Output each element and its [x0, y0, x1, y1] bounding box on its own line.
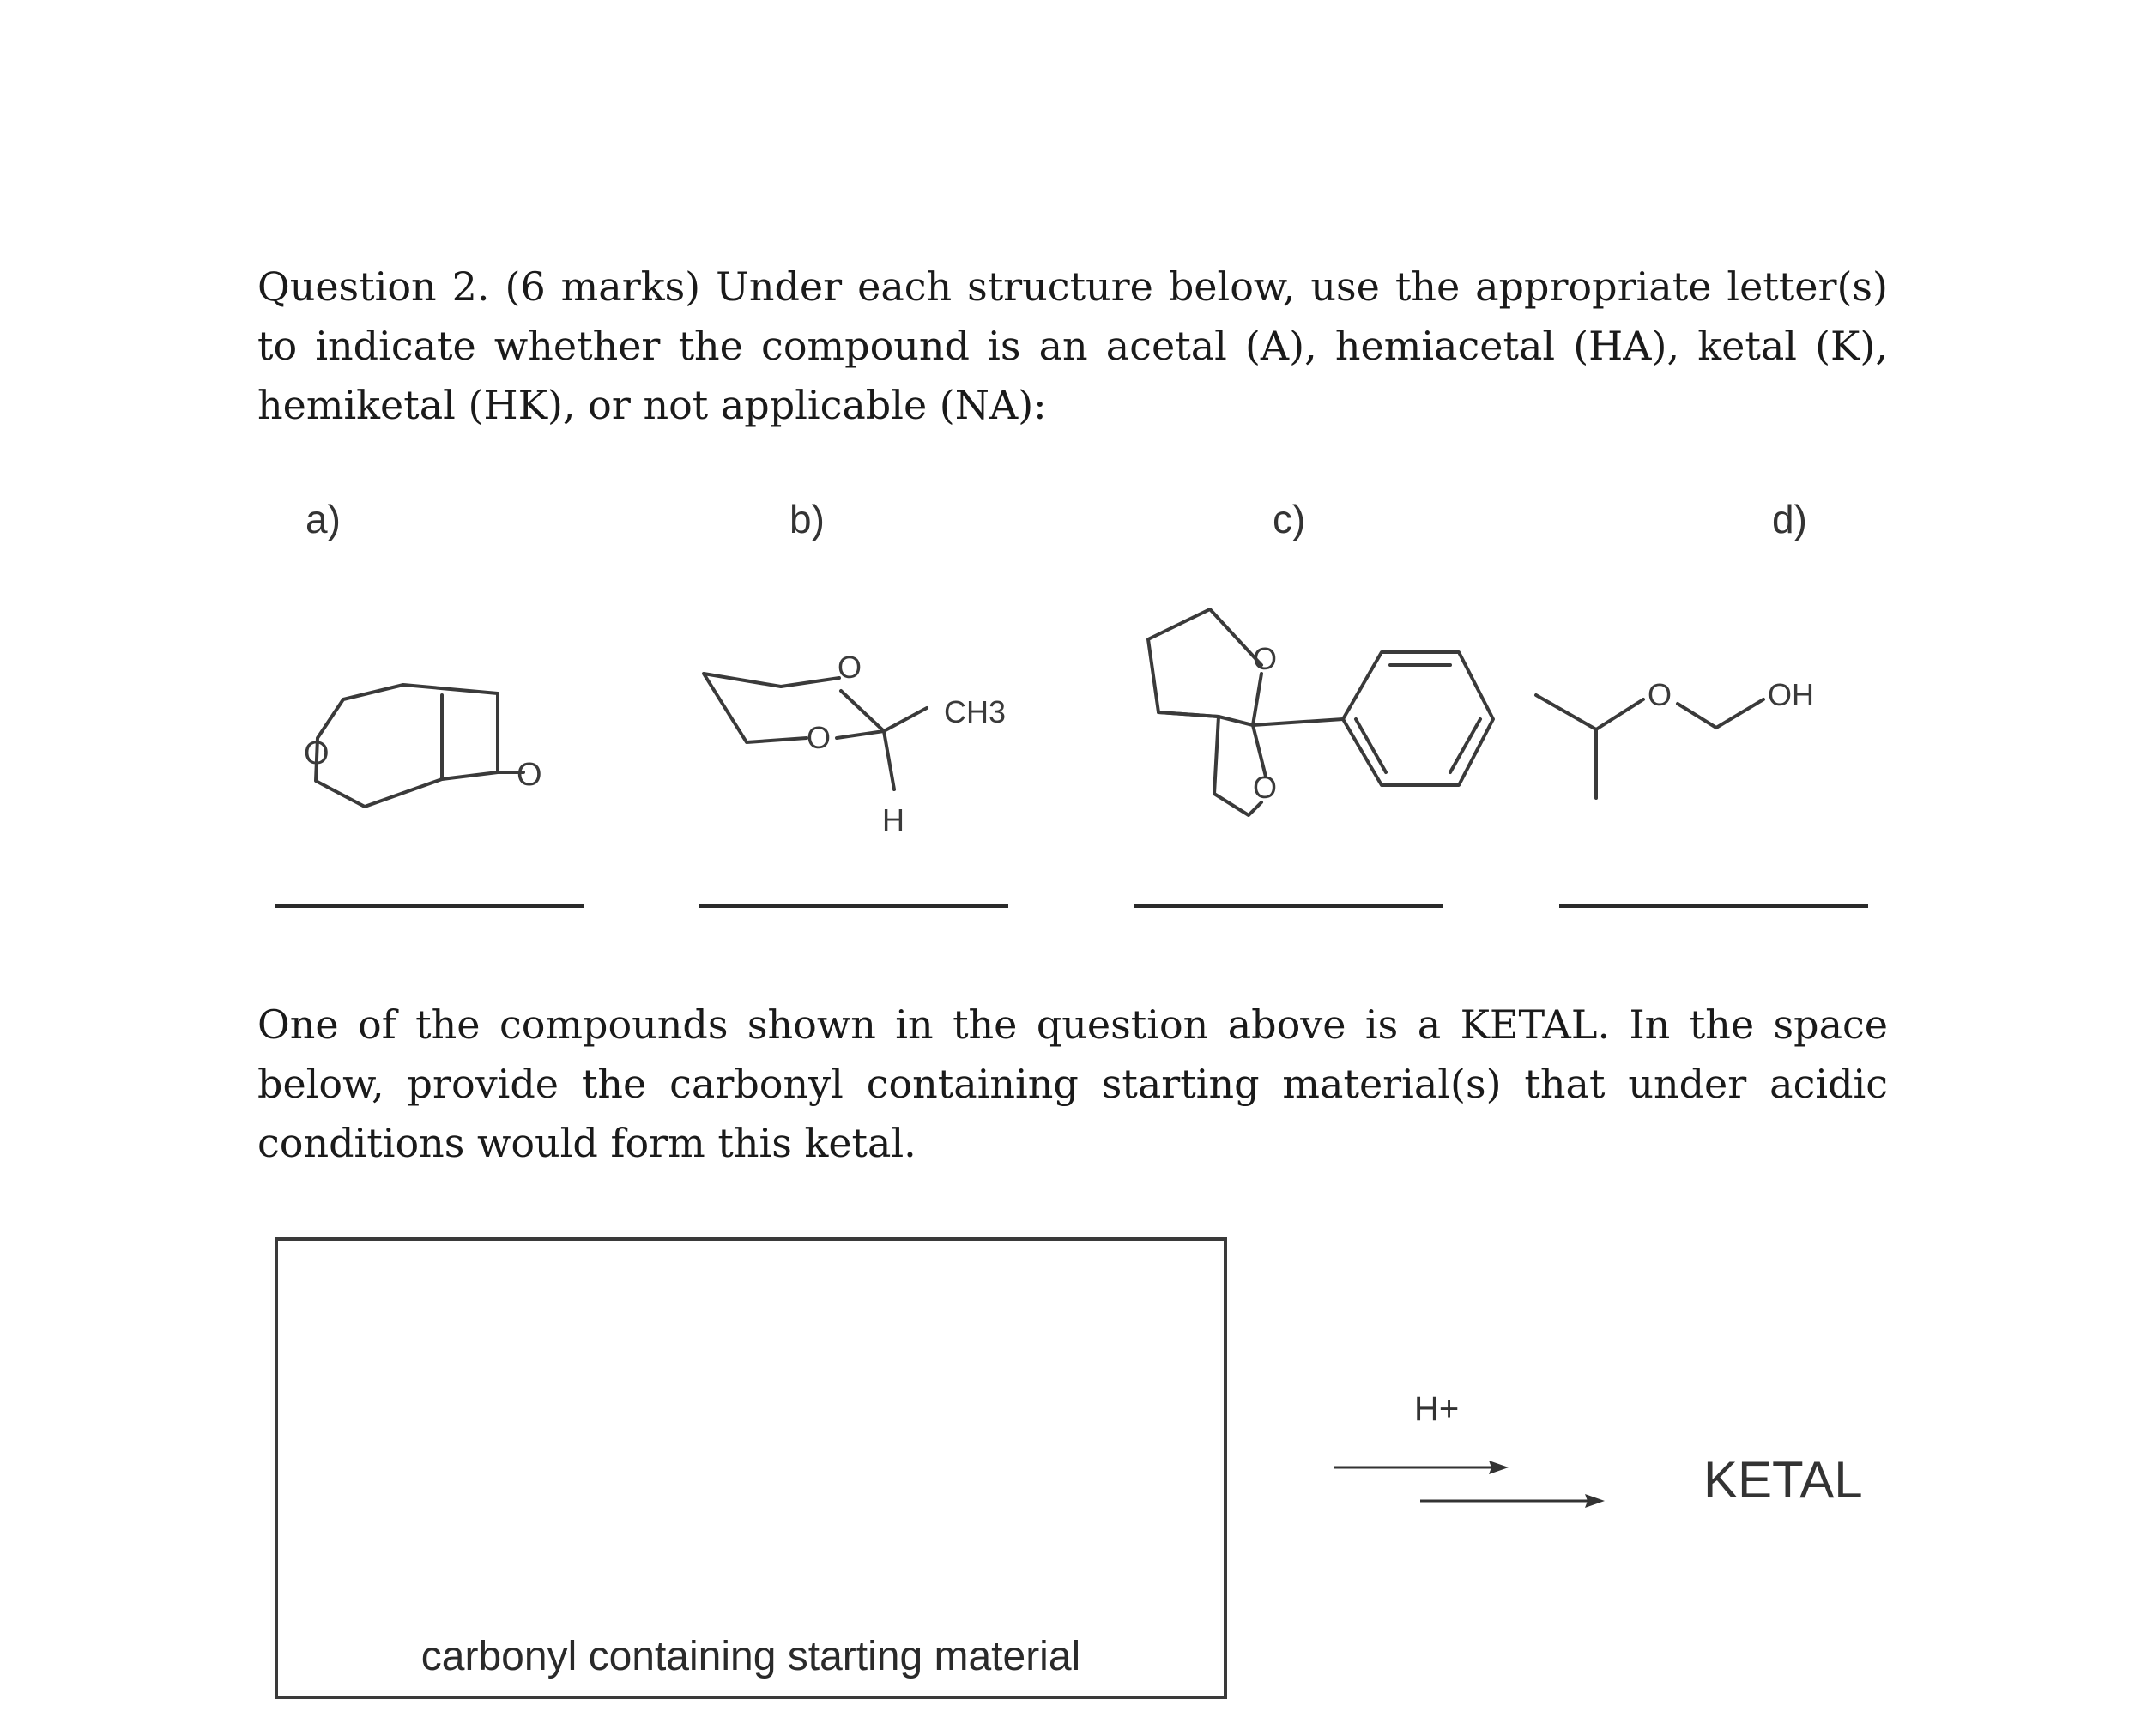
- structure-c-drawing: [1124, 592, 1510, 850]
- answer-line-c[interactable]: [1134, 904, 1443, 908]
- methyl-label: CH3: [944, 694, 1007, 729]
- answer-line-b[interactable]: [699, 904, 1008, 908]
- question-text: Question 2. (6 marks) Under each structure below, use the appropriate letter(s) to indicate whether the compound is an acetal (A), hemiacetal (HA), ketal (K), hemiketal (HK), or not applicable (NA):: [257, 263, 1888, 428]
- acid-catalyst-label: H+: [1414, 1390, 1460, 1428]
- followup-text: One of the compounds shown in the question above is a KETAL. In the space below, provide the carbonyl containing starting material(s) that under acidic conditions would form this ketal.: [257, 1001, 1888, 1166]
- atom-label: O: [517, 757, 542, 793]
- structure-label-b: b): [789, 497, 825, 541]
- structure-label-d: d): [1772, 497, 1807, 541]
- answer-line-a[interactable]: [275, 904, 584, 908]
- atom-label: O: [807, 720, 832, 755]
- hydrogen-label: H: [882, 802, 904, 838]
- structure-label-a: a): [305, 497, 341, 541]
- atom-label: O: [1253, 641, 1278, 676]
- atom-label: O: [838, 650, 862, 685]
- atom-label: O: [1253, 770, 1278, 805]
- answer-line-d[interactable]: [1559, 904, 1868, 908]
- atom-label: O: [304, 735, 330, 771]
- structure-a-drawing: [292, 669, 566, 824]
- atom-label: O: [1648, 677, 1672, 712]
- reaction-arrows: [1322, 1390, 1613, 1493]
- product-label: KETAL: [1703, 1451, 1863, 1509]
- structure-d-drawing: [1527, 661, 1871, 815]
- structure-b-drawing: [695, 652, 1038, 850]
- starting-material-answer-box[interactable]: [275, 1237, 1227, 1699]
- arrow-head-1: [1489, 1461, 1509, 1474]
- answer-box-caption: carbonyl containing starting material: [420, 1634, 1081, 1679]
- hydroxyl-label: OH: [1768, 677, 1814, 712]
- structure-label-c: c): [1273, 497, 1306, 541]
- arrow-head-2: [1585, 1494, 1605, 1508]
